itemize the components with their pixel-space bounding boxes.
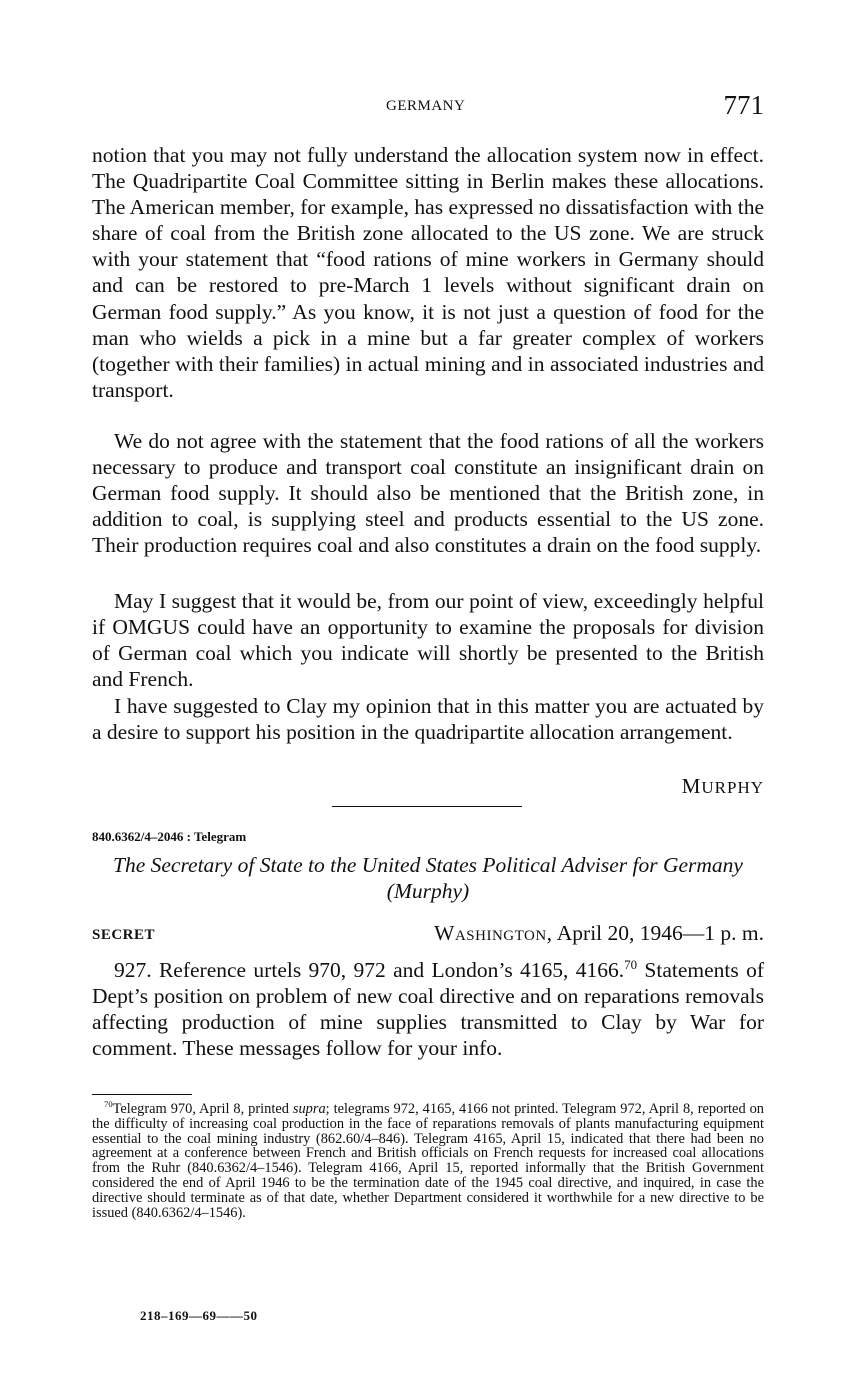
dateline-date: April 20, 1946—1 p. m. xyxy=(556,921,764,945)
footnote-text-after: ; telegrams 972, 4165, 4166 not printed. Telegram 972, April 8, reported on the difficulty of increasing coal production in the face of reparations removals of plants manufacturing equipment essential to the coal mining industry (862.60/4–846). Telegram 4165, April 15, indicated that there had been no agreement at a conference between French and British officials on French requests for increased coal allocations from the Ruhr (840.6362/4–1546). Telegram 4166, April 15, reported informally that the British Government considered the end of April 1946 to be the termination date of the 1945 coal directive, and inquired, in case the directive should terminate as of that date, whether Department considered it worthwhile for a new directive to be issued (840.6362/4–1546). xyxy=(92,1101,764,1221)
document-title: The Secretary of State to the United States Political Adviser for Germany (Murphy) xyxy=(113,853,743,903)
section-divider xyxy=(332,806,522,807)
letter-paragraph-2: We do not agree with the statement that the food rations of all the workers necessary to produce and transport coal constitute an insignificant drain on German food supply. It should also be mentioned that the British zone, in addition to coal, is supplying steel and products essential to the US zone. Their production requires coal and also constitutes a drain on the food supply. xyxy=(92,429,764,558)
letter-paragraph-1: notion that you may not fully understand the allocation system now in effect. The Quadripartite Coal Committee sitting in Berlin makes these allocations. The American member, for example, has expressed no dissatisfaction with the share of coal from the British zone allocated to the US zone. We are struck with your statement that “food rations of mine workers in Germany should and can be restored to pre-March 1 levels without significant drain on German food supply.” As you know, it is not just a question of food for the man who wields a pick in a mine but a far greater complex of workers (together with their families) in actual mining and in associated industries and transport. xyxy=(92,143,764,402)
running-head: GERMANY xyxy=(386,98,466,114)
signature-rest: URPHY xyxy=(701,778,764,797)
print-code: 218–169—69——50 xyxy=(140,1308,258,1323)
footnote-rule xyxy=(92,1094,192,1095)
signature xyxy=(682,774,764,799)
letter-paragraph-4: I have suggested to Clay my opinion that in this matter you are actuated by a desire to support his position in the quadripartite allocation arrangement. xyxy=(92,694,764,745)
footnote-reference: 70 xyxy=(624,957,638,972)
page-number: 771 xyxy=(723,90,764,120)
telegram-body xyxy=(92,957,764,1061)
signature-initial: M xyxy=(681,774,702,798)
dateline-city: Washington, xyxy=(434,921,553,945)
telegram-body-rest: Statements of Dept’s position on problem of new coal directive and on reparations removals affecting production of mine supplies transmitted to Clay by War for comment. These messages follow for your info. xyxy=(92,958,764,1061)
dateline xyxy=(434,921,764,946)
file-number: 840.6362/4–2046 : Telegram xyxy=(92,829,247,844)
letter-paragraph-3: May I suggest that it would be, from our point of view, exceedingly helpful if OMGUS could have an opportunity to examine the proposals for division of German coal which you indicate will shortly be presented to the British and French. xyxy=(92,589,764,692)
footnote-italic: supra xyxy=(292,1101,326,1117)
telegram-body-lead: 927. Reference urtels 970, 972 and London’s 4165, 4166. xyxy=(114,958,625,982)
footnote-marker: 70 xyxy=(104,1099,113,1110)
footnote-text-before: Telegram 970, April 8, printed xyxy=(112,1101,293,1117)
classification-label: SECRET xyxy=(92,927,156,943)
footnote xyxy=(92,1099,764,1221)
